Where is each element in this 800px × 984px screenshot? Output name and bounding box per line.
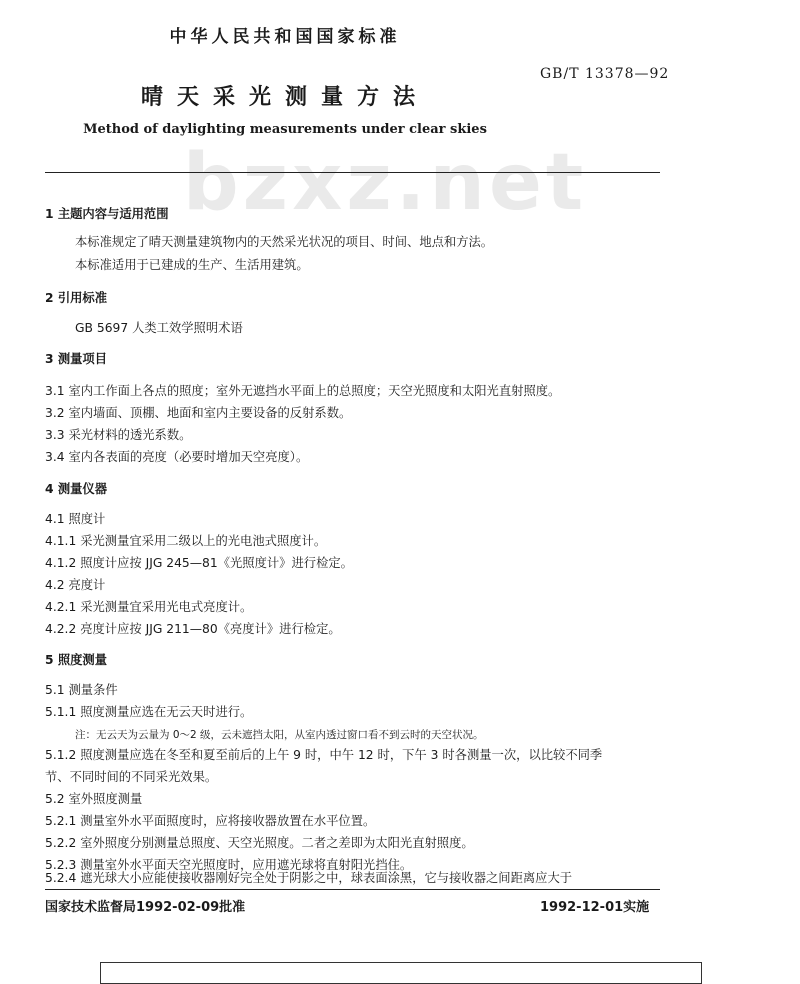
- clause: 5.1 测量条件: [45, 683, 118, 697]
- clause: 5.1.1 照度测量应选在无云天时进行。: [45, 705, 253, 719]
- effective-date: 1992-12-01实施: [540, 900, 650, 915]
- bottom-frame: [100, 962, 702, 984]
- clause: 5.2.2 室外照度分别测量总照度、天空光照度。二者之差即为太阳光直射照度。: [45, 836, 474, 850]
- standard-code: GB/T 13378—92: [540, 66, 670, 82]
- clause: 4.2 亮度计: [45, 578, 106, 592]
- section-heading: 1 主题内容与适用范围: [45, 207, 169, 221]
- clause: 4.1.1 采光测量宜采用二级以上的光电池式照度计。: [45, 534, 327, 548]
- clause-continuation: 节、不同时间的不同采光效果。: [45, 770, 218, 784]
- section-heading: 3 测量项目: [45, 352, 108, 366]
- paragraph: 本标准规定了晴天测量建筑物内的天然采光状况的项目、时间、地点和方法。: [75, 235, 494, 249]
- section-heading: 4 测量仪器: [45, 482, 108, 496]
- clause: 4.2.1 采光测量宜采用光电式亮度计。: [45, 600, 253, 614]
- paragraph: 本标准适用于已建成的生产、生活用建筑。: [75, 258, 309, 272]
- document-title-cn: 晴天采光测量方法: [140, 85, 429, 110]
- clause: 5.1.2 照度测量应选在冬至和夏至前后的上午 9 时，中午 12 时，下午 3 时各测量一次，以比较不同季: [45, 748, 603, 762]
- clause: 4.2.2 亮度计应按 JJG 211—80《亮度计》进行检定。: [45, 622, 341, 636]
- clause: 3.4 室内各表面的亮度（必要时增加天空亮度）。: [45, 450, 309, 464]
- clause: 4.1.2 照度计应按 JJG 245—81《光照度计》进行检定。: [45, 556, 353, 570]
- national-standard-heading: 中华人民共和国国家标准: [169, 27, 401, 47]
- clause: 5.2.4 遮光球大小应能使接收器刚好完全处于阴影之中，球表面涂黑，它与接收器之间距离应大于: [45, 871, 573, 885]
- clause: 3.1 室内工作面上各点的照度；室外无遮挡水平面上的总照度；天空光照度和太阳光直射照度。: [45, 384, 561, 398]
- clause: 3.3 采光材料的透光系数。: [45, 428, 192, 442]
- document-title-en: Method of daylighting measurements under clear skies: [83, 122, 487, 137]
- clause: 5.2.1 测量室外水平面照度时，应将接收器放置在水平位置。: [45, 814, 376, 828]
- paragraph: GB 5697 人类工效学照明术语: [75, 321, 243, 335]
- section-heading: 5 照度测量: [45, 653, 108, 667]
- clause: 5.2.3 测量室外水平面天空光照度时，应用遮光球将直射阳光挡住。: [45, 858, 413, 872]
- note: 注：无云天为云量为 0～2 级，云未遮挡太阳，从室内透过窗口看不到云时的天空状况。: [75, 729, 484, 741]
- watermark: bzxz.net: [182, 138, 588, 228]
- clause: 5.2 室外照度测量: [45, 792, 143, 806]
- approval-date: 国家技术监督局1992-02-09批准: [45, 900, 246, 915]
- header-rule: [45, 172, 660, 173]
- section-heading: 2 引用标准: [45, 291, 108, 305]
- clause: 4.1 照度计: [45, 512, 106, 526]
- clause: 3.2 室内墙面、顶棚、地面和室内主要设备的反射系数。: [45, 406, 352, 420]
- footer-rule: [45, 889, 660, 890]
